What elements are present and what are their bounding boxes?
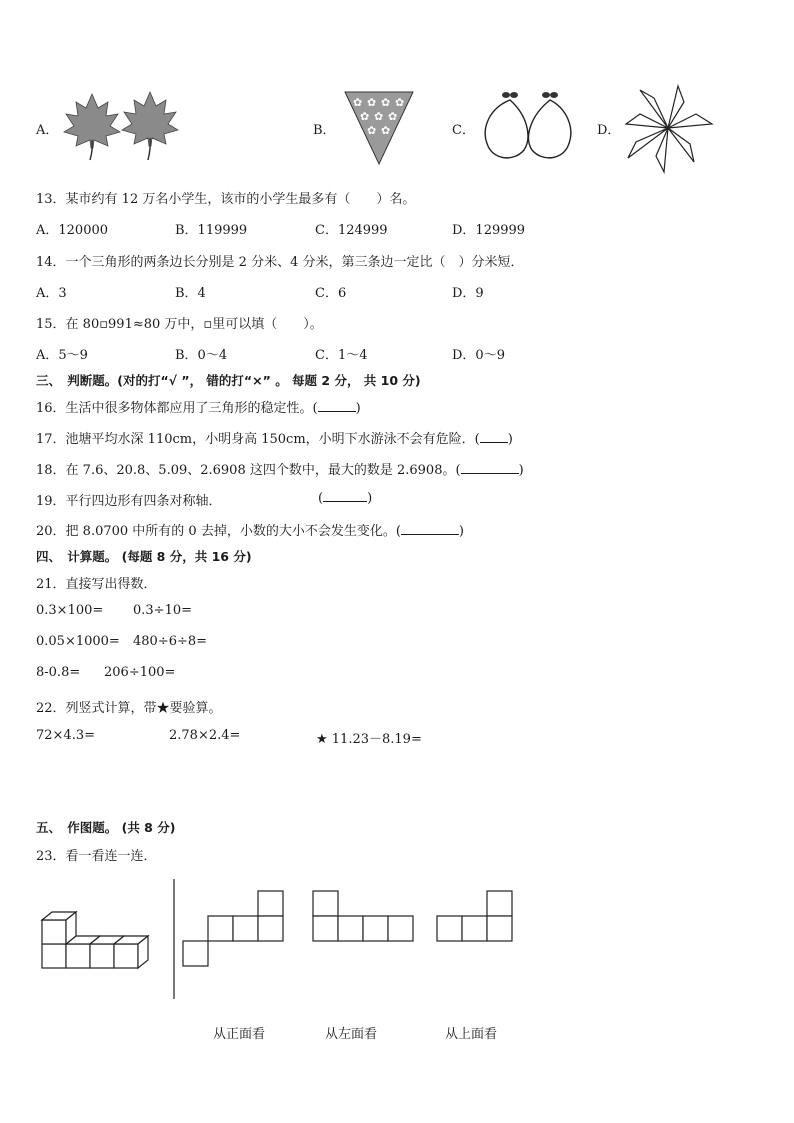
q21-item-5: 8-0.8= <box>36 665 81 680</box>
q21-item-3: 0.05×1000= <box>36 634 120 649</box>
q12-option-d-label: D． <box>597 123 621 138</box>
q12-option-a-label: A． <box>36 123 59 138</box>
svg-text:✿: ✿ <box>374 110 384 123</box>
svg-text:✿: ✿ <box>360 110 370 123</box>
q15-option-a: A．5～9 <box>36 348 88 363</box>
maple-leaf-pair-icon <box>62 90 184 162</box>
answer-blank-17[interactable] <box>480 431 508 443</box>
question-18 <box>36 459 524 478</box>
question-19-answer <box>318 490 372 506</box>
q13-option-a: A．120000 <box>36 223 109 238</box>
caption-front-view: 从正面看 <box>213 1027 266 1042</box>
q21-item-6: 206÷100= <box>104 665 176 680</box>
q14-option-a: A．3 <box>36 286 67 301</box>
q14-option-c: C．6 <box>315 286 347 301</box>
question-17-text: 17．池塘平均水深 110cm，小明身高 150cm，小明下水游泳不会有危险．( <box>36 432 480 447</box>
svg-text:✿: ✿ <box>367 96 377 109</box>
q14-option-d: D．9 <box>452 286 484 301</box>
q22-item-1: 72×4.3= <box>36 728 96 743</box>
view-figure-2 <box>312 890 414 944</box>
question-16-close: ) <box>355 401 361 416</box>
question-13-text: 13．某市约有 12 万名小学生，该市的小学生最多有（ ）名。 <box>36 192 416 207</box>
section-3-title: 三、 判断题。(对的打“√ ”， 错的打“×” 。 每题 2 分， 共 10 分) <box>36 373 421 388</box>
question-20-close: ) <box>458 524 464 539</box>
q15-option-d: D．0～9 <box>452 348 505 363</box>
q12-option-c-label: C． <box>452 123 475 138</box>
q22-item-3: ★ 11.23－8.19= <box>316 732 422 747</box>
q12-option-b-label: B． <box>313 123 336 138</box>
answer-blank-16[interactable] <box>318 400 356 412</box>
question-14-text: 14．一个三角形的两条边长分别是 2 分米、4 分米，第三条边一定比（ ）分米短． <box>36 255 524 270</box>
q21-item-4: 480÷6÷8= <box>133 634 208 649</box>
question-18-text: 18．在 7.6、20.8、5.09、2.6908 这四个数中，最大的数是 2.6908。( <box>36 463 461 478</box>
question-16-text: 16．生活中很多物体都应用了三角形的稳定性。( <box>36 401 318 416</box>
view-figure-1 <box>182 890 284 968</box>
q14-option-b: B．4 <box>175 286 206 301</box>
question-19-text: 19．平行四边形有四条对称轴． <box>36 494 222 509</box>
pinwheel-icon <box>624 84 716 174</box>
svg-text:✿: ✿ <box>353 96 363 109</box>
svg-text:✿: ✿ <box>381 96 391 109</box>
question-21-text: 21．直接写出得数． <box>36 577 157 592</box>
q15-option-b: B．0～4 <box>175 348 228 363</box>
q15-option-c: C．1～4 <box>315 348 368 363</box>
q21-item-2: 0.3÷10= <box>133 603 193 618</box>
question-19-open: ( <box>318 491 324 506</box>
svg-text:✿: ✿ <box>367 124 377 137</box>
section-4-title: 四、 计算题。 (每题 8 分，共 16 分) <box>36 549 252 564</box>
cube-arrangement-figure <box>40 910 155 970</box>
q13-option-b: B．119999 <box>175 223 248 238</box>
question-20 <box>36 520 464 539</box>
answer-blank-18[interactable] <box>461 462 519 474</box>
question-20-text: 20．把 8.0700 中所有的 0 去掉，小数的大小不会发生变化。( <box>36 524 401 539</box>
svg-text:✿: ✿ <box>395 96 405 109</box>
question-18-close: ) <box>518 463 524 478</box>
question-17-close: ) <box>507 432 513 447</box>
svg-text:✿: ✿ <box>388 110 398 123</box>
triangle-pattern-icon <box>343 90 415 166</box>
question-16 <box>36 397 361 416</box>
question-22-text: 22．列竖式计算，带★要验算。 <box>36 701 222 716</box>
question-15-text: 15．在 80▫991≈80 万中，▫里可以填（ ）。 <box>36 317 323 332</box>
section-5-title: 五、 作图题。 (共 8 分) <box>36 820 176 835</box>
caption-left-view: 从左面看 <box>325 1027 378 1042</box>
answer-blank-19[interactable] <box>323 490 367 502</box>
heart-pair-icon <box>480 88 576 168</box>
q21-item-1: 0.3×100= <box>36 603 104 618</box>
question-19-close: ) <box>367 491 373 506</box>
divider-line <box>172 879 176 999</box>
q22-item-2: 2.78×2.4= <box>169 728 241 743</box>
answer-blank-20[interactable] <box>401 523 459 535</box>
svg-text:✿: ✿ <box>381 124 391 137</box>
question-17 <box>36 428 513 447</box>
question-23-text: 23．看一看连一连． <box>36 849 157 864</box>
q13-option-d: D．129999 <box>452 223 526 238</box>
caption-top-view: 从上面看 <box>445 1027 498 1042</box>
view-figure-3 <box>436 890 514 944</box>
q13-option-c: C．124999 <box>315 223 388 238</box>
